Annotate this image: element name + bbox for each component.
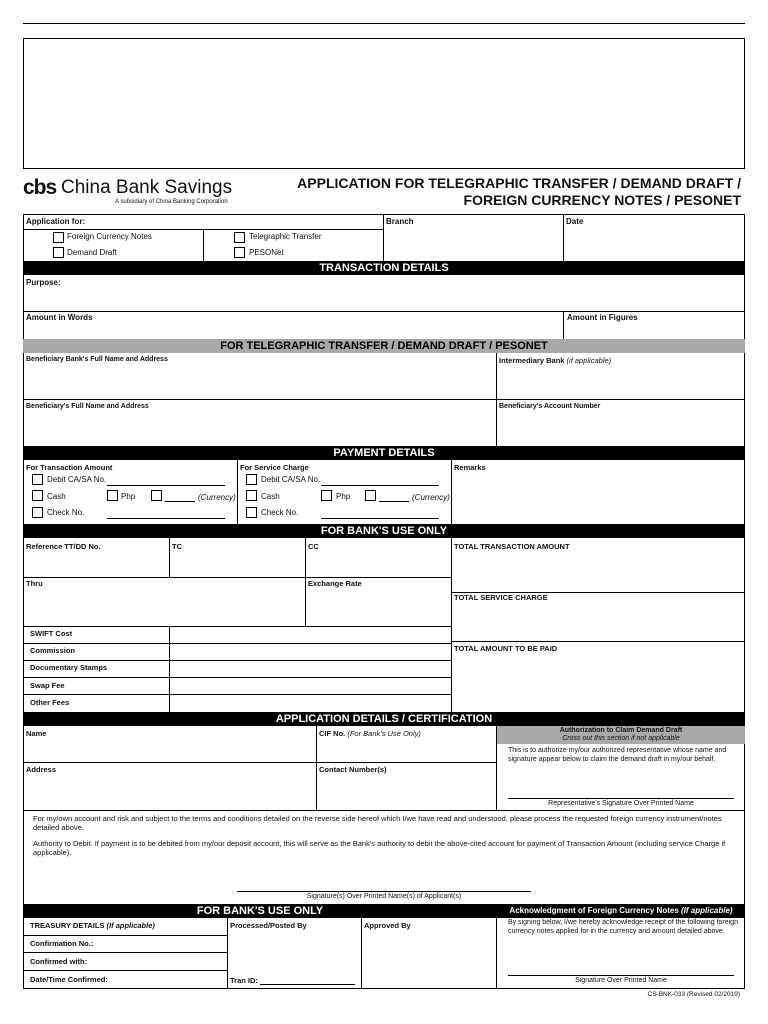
amount-words-label: Amount in Words [26, 313, 93, 322]
svc-check-label: Check No. [261, 508, 299, 517]
checkbox-pesonet[interactable] [234, 247, 245, 258]
terms-text: For my/own account and risk and subject to the terms and conditions detailed on the reverse side hereof which I/we have read and understood, please process the requested foreign currency instrument/notes detailed above. [33, 814, 722, 832]
checkbox-txn-debit[interactable] [32, 474, 43, 485]
remarks-label: Remarks [454, 463, 486, 472]
txn-php-label: Php [121, 492, 136, 501]
doc-stamps-label: Documentary Stamps [30, 663, 108, 672]
date-label: Date [566, 217, 584, 226]
checkbox-txn-check[interactable] [32, 507, 43, 518]
brand-logo [23, 176, 253, 208]
checkbox-svc-check[interactable] [246, 507, 257, 518]
form-code: CS-BNK-033 (Revised 02/2019) [647, 991, 740, 998]
total-txn-label: TOTAL TRANSACTION AMOUNT [454, 542, 570, 551]
confirm-no-label: Confirmation No.: [30, 939, 94, 948]
checkbox-txn-cash[interactable] [32, 490, 43, 501]
tran-id-label: Tran ID: [230, 976, 258, 985]
option-pesonet: PESONet [249, 248, 284, 257]
application-for-label: Application for: [26, 217, 86, 226]
option-tt: Telegraphic Transfer [249, 232, 322, 241]
form-title-line2: FOREIGN CURRENCY NOTES / PESONET [463, 192, 741, 208]
form-frame [23, 214, 745, 989]
total-service-label: TOTAL SERVICE CHARGE [454, 593, 548, 602]
bene-name-label: Beneficiary's Full Name and Address [26, 403, 149, 410]
txn-check-label: Check No. [47, 508, 85, 517]
for-service-label: For Service Charge [240, 463, 309, 472]
svc-currency-label: (Currency) [412, 493, 450, 502]
for-transaction-label: For Transaction Amount [26, 463, 113, 472]
bene-account-label: Beneficiary's Account Number [499, 403, 601, 410]
checkbox-svc-debit[interactable] [246, 474, 257, 485]
approved-label: Approved By [364, 921, 411, 930]
auth-title: Authorization to Claim Demand Draft [559, 727, 683, 734]
top-rule [23, 23, 745, 24]
datetime-label: Date/Time Confirmed: [30, 975, 108, 984]
swift-label: SWIFT Cost [30, 629, 73, 638]
swap-label: Swap Fee [30, 681, 65, 690]
thru-label: Thru [26, 579, 43, 588]
brand-tagline: A subsidiary of China Banking Corporation [115, 199, 228, 205]
treasury-label: TREASURY DETAILS (If applicable) [30, 921, 155, 930]
ack-text: By signing below, I/we hereby acknowledge receipt of the following foreign currency notes applied for in the currency and amount detailed above. [508, 919, 738, 935]
option-dd: Demand Draft [67, 248, 117, 257]
name-label: Name [26, 729, 47, 738]
form-title-line1: APPLICATION FOR TELEGRAPHIC TRANSFER / DEMAND DRAFT / [297, 175, 741, 191]
intermediary-label: Intermediary Bank (if applicable) [499, 356, 612, 365]
ack-header: Acknowledgment of Foreign Currency Notes (If applicable) [497, 904, 745, 918]
checkbox-fcn[interactable] [53, 232, 64, 243]
checkbox-svc-cash[interactable] [246, 490, 257, 501]
branch-label: Branch [386, 217, 414, 226]
blank-top-box [23, 38, 745, 169]
bottom-bank-use-header: FOR BANK'S USE ONLY [23, 904, 497, 918]
processed-label: Processed/Posted By [230, 921, 307, 930]
option-fcn: Foreign Currency Notes [67, 232, 152, 241]
rep-signature-label: Representative's Signature Over Printed Name [548, 800, 694, 807]
total-paid-label: TOTAL AMOUNT TO BE PAID [454, 644, 558, 653]
svc-cash-label: Cash [261, 492, 280, 501]
commission-label: Commission [30, 646, 76, 655]
auth-text: This is to authorize my/our authorized representative whose name and signature appear below to claim the demand draft in my/our behalf. [508, 747, 727, 763]
payment-header: PAYMENT DETAILS [23, 446, 745, 460]
cc-label: CC [308, 542, 319, 551]
txn-currency-label: (Currency) [198, 493, 236, 502]
cif-label: CIF No. (For Bank's Use Only) [319, 729, 421, 738]
checkbox-svc-php[interactable] [321, 490, 332, 501]
exchange-label: Exchange Rate [308, 579, 362, 588]
checkbox-dd[interactable] [53, 247, 64, 258]
tc-label: TC [172, 542, 182, 551]
bene-bank-label: Beneficiary Bank's Full Name and Address [26, 356, 168, 363]
checkbox-txn-currency[interactable] [151, 490, 162, 501]
txn-debit-label: Debit CA/SA No. [47, 475, 107, 484]
other-fees-label: Other Fees [30, 698, 70, 707]
auth-note: Cross out this section if not applicable [562, 735, 680, 742]
checkbox-txn-php[interactable] [107, 490, 118, 501]
checkbox-svc-currency[interactable] [365, 490, 376, 501]
amount-figures-label: Amount in Figures [567, 313, 638, 322]
ack-signature-label: Signature Over Printed Name [575, 977, 667, 984]
svc-php-label: Php [336, 492, 351, 501]
checkbox-tt[interactable] [234, 232, 245, 243]
txn-cash-label: Cash [47, 492, 66, 501]
purpose-label: Purpose: [26, 278, 61, 287]
contact-label: Contact Number(s) [319, 765, 387, 774]
certification-header: APPLICATION DETAILS / CERTIFICATION [23, 712, 745, 726]
applicant-signature-label: Signature(s) Over Printed Name(s) of Applicant(s) [306, 893, 462, 900]
bank-use-header: FOR BANK'S USE ONLY [23, 524, 745, 538]
brand-name: China Bank Savings [61, 177, 233, 198]
ref-label: Reference TT/DD No. [26, 542, 101, 551]
confirmed-with-label: Confirmed with: [30, 957, 88, 966]
transaction-header: TRANSACTION DETAILS [23, 261, 745, 275]
tt-section-header: FOR TELEGRAPHIC TRANSFER / DEMAND DRAFT / PESONET [23, 339, 745, 353]
svc-debit-label: Debit CA/SA No. [261, 475, 321, 484]
address-label: Address [26, 765, 57, 774]
debit-auth-text: Authority to Debit. If payment is to be debited from my/our deposit account, this will serve as the Bank's authority to debit the above-cited account for payment of Transaction Amount (including service Charge if applicable). [33, 839, 726, 857]
auth-title-box [497, 726, 745, 744]
logo-mark: cbs [23, 176, 57, 199]
